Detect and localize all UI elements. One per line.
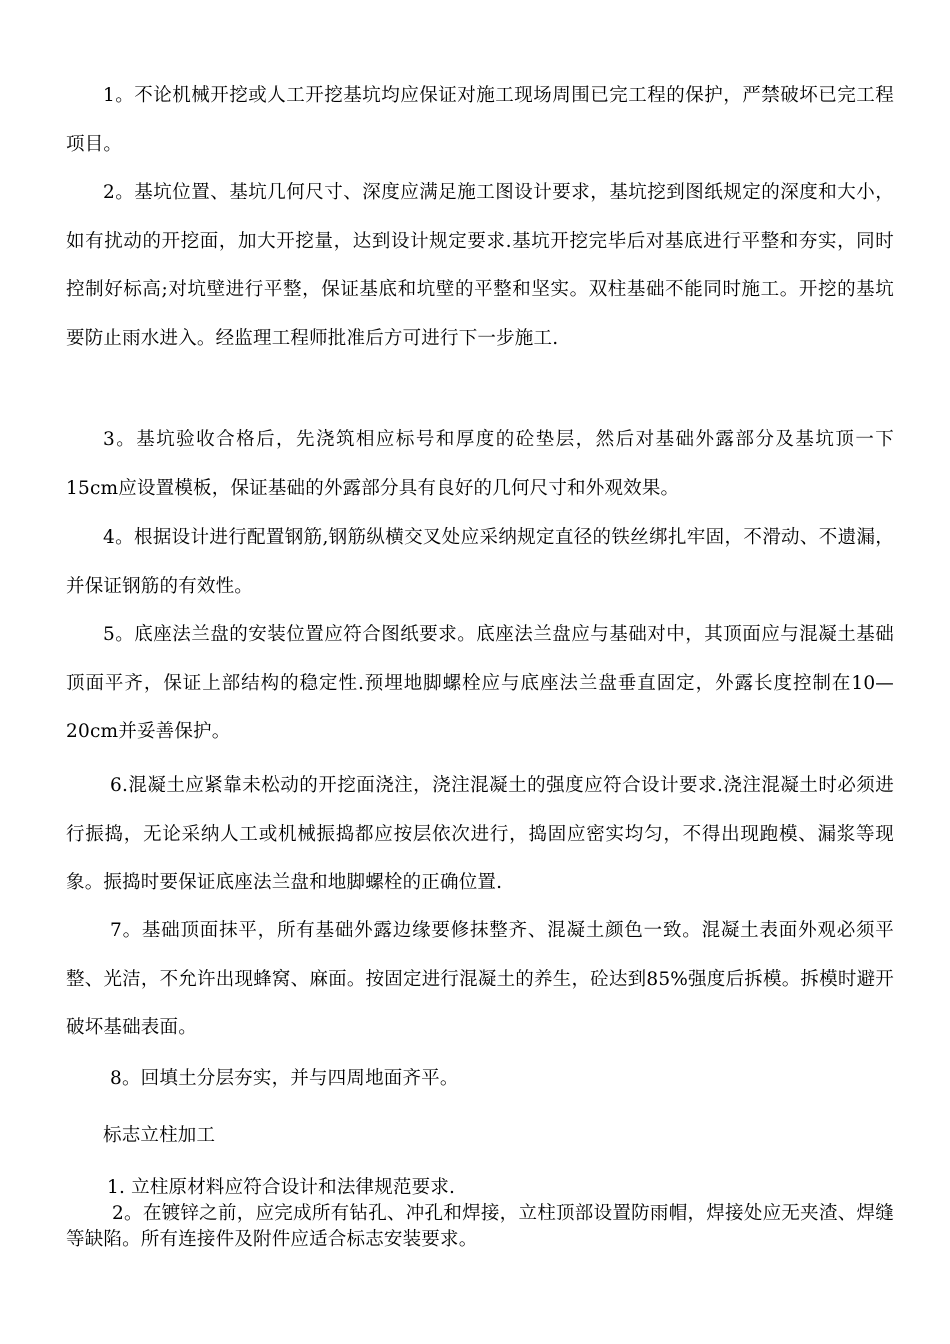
- paragraph-1: 1。不论机械开挖或人工开挖基坑均应保证对施工现场周围已完工程的保护，严禁破坏已完工程项目。: [66, 85, 894, 155]
- paragraph-4: 4。根据设计进行配置钢筋,钢筋纵横交叉处应采纳规定直径的铁丝绑扎牢固，不滑动、不遗漏，并保证钢筋的有效性。: [66, 527, 894, 597]
- paragraph-5: 5。底座法兰盘的安装位置应符合图纸要求。底座法兰盘应与基础对中，其顶面应与混凝土基础顶面平齐，保证上部结构的稳定性.预埋地脚螺栓应与底座法兰盘垂直固定，外露长度控制在10—20cm并妥善保护。: [66, 624, 894, 742]
- paragraph-7: 7。基础顶面抹平，所有基础外露边缘要修抹整齐、混凝土颜色一致。混凝土表面外观必须平整、光洁，不允许出现蜂窝、麻面。按固定进行混凝土的养生，砼达到85%强度后拆模。拆模时避开破坏基础表面。: [66, 920, 894, 1038]
- section-item-1: 1. 立柱原材料应符合设计和法律规范要求.: [107, 1177, 456, 1198]
- paragraph-3: 3。基坑验收合格后，先浇筑相应标号和厚度的砼垫层，然后对基础外露部分及基坑顶一下15cm应设置模板，保证基础的外露部分具有良好的几何尺寸和外观效果。: [66, 429, 894, 499]
- paragraph-6: 6.混凝土应紧靠未松动的开挖面浇注，浇注混凝土的强度应符合设计要求.浇注混凝土时必须进行振捣，无论采纳人工或机械振捣都应按层依次进行，捣固应密实均匀，不得出现跑模、漏浆等现象。振捣时要保证底座法兰盘和地脚螺栓的正确位置.: [66, 775, 894, 893]
- section-item-2: 2。在镀锌之前，应完成所有钻孔、冲孔和焊接，立柱顶部设置防雨帽，焊接处应无夹渣、焊缝等缺陷。所有连接件及附件应适合标志安装要求。: [66, 1203, 894, 1250]
- section-heading: 标志立柱加工: [103, 1125, 216, 1146]
- paragraph-8: 8。回填土分层夯实，并与四周地面齐平。: [110, 1068, 459, 1089]
- paragraph-2: 2。基坑位置、基坑几何尺寸、深度应满足施工图设计要求，基坑挖到图纸规定的深度和大小，如有扰动的开挖面，加大开挖量，达到设计规定要求.基坑开挖完毕后对基底进行平整和夯实，同时控制好标高;对坑壁进行平整，保证基底和坑壁的平整和坚实。双柱基础不能同时施工。开挖的基坑要防止雨水进入。经监理工程师批准后方可进行下一步施工.: [66, 182, 894, 349]
